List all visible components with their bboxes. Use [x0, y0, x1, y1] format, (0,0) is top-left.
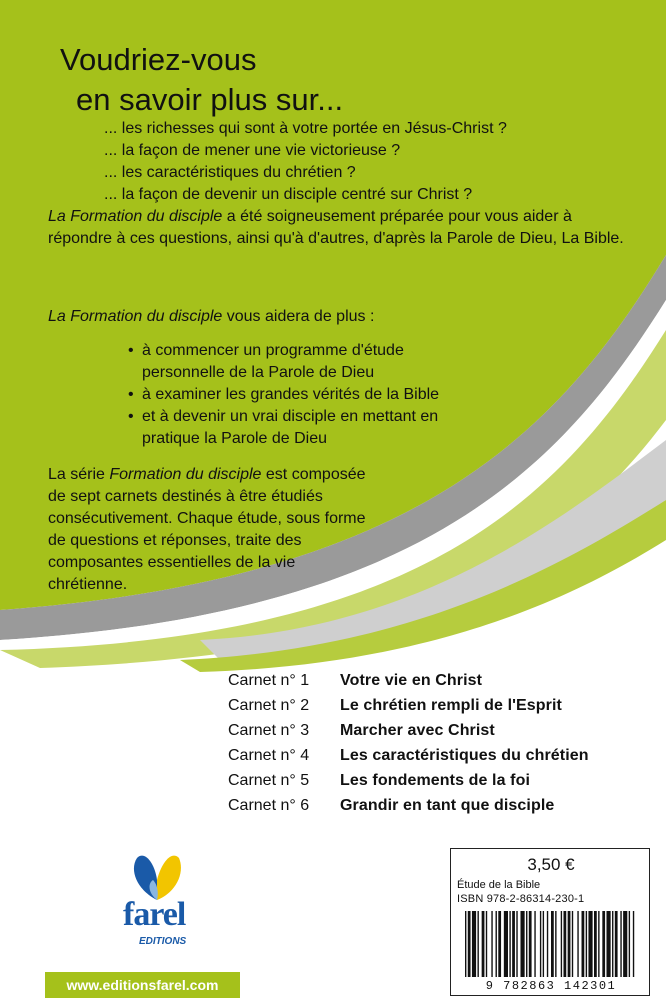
benefits-intro: La Formation du disciple vous aidera de plus :	[48, 308, 375, 325]
benefit-item: • à examiner les grandes vérités de la Bible	[128, 384, 458, 406]
carnet-title: Les caractéristiques du chrétien	[340, 747, 589, 764]
barcode-bar	[563, 911, 566, 977]
barcode-bar	[472, 911, 476, 977]
barcode-bar	[509, 911, 510, 977]
intro-paragraph: La Formation du disciple a été soigneusement préparée pour vous aider à répondre à ces questions, ainsi qu'à d'autres, d'après la Parole de Dieu, La Bible.	[48, 208, 624, 247]
question-list	[104, 118, 507, 206]
benefit-item: • et à devenir un vrai disciple en mettant en pratique la Parole de Dieu	[128, 406, 458, 450]
book-title: La Formation du disciple	[48, 308, 223, 325]
barcode-bar	[526, 911, 527, 977]
barcode-bar	[620, 911, 621, 977]
barcode	[465, 911, 637, 977]
barcode-bar	[520, 911, 524, 977]
barcode-bar	[615, 911, 618, 977]
isbn-label: ISBN 978-2-86314-230-1	[457, 893, 585, 905]
question-item: ... les caractéristiques du chrétien ?	[104, 164, 356, 181]
barcode-bar	[561, 911, 562, 977]
carnet-title: Grandir en tant que disciple	[340, 797, 555, 814]
carnet-row	[228, 743, 589, 768]
carnet-title: Votre vie en Christ	[340, 672, 483, 689]
heading-line-2: en savoir plus sur...	[76, 82, 344, 117]
carnet-row	[228, 718, 589, 743]
barcode-bar	[498, 911, 501, 977]
series-paragraph: La série Formation du disciple est composée de sept carnets destinés à être étudiés consécutivement. Chaque étude, sous forme de questions et réponses, traite des composantes essentielles de la vie chrétienne.	[48, 466, 366, 593]
logo-subtitle: EDITIONS	[139, 936, 187, 947]
barcode-bar	[547, 911, 548, 977]
barcode-bar	[540, 911, 541, 977]
barcode-bar	[512, 911, 515, 977]
price: 3,50 €	[527, 855, 575, 874]
barcode-bar	[555, 911, 556, 977]
page-heading	[60, 40, 343, 120]
barcode-bar	[529, 911, 532, 977]
carnet-row	[228, 793, 589, 818]
barcode-bar	[602, 911, 605, 977]
barcode-bar	[516, 911, 517, 977]
barcode-bar	[582, 911, 585, 977]
carnet-number: Carnet n° 2	[228, 697, 310, 714]
benefits-list	[128, 340, 458, 450]
carnet-title: Les fondements de la foi	[340, 772, 530, 789]
publisher-url[interactable]: www.editionsfarel.com	[45, 972, 240, 998]
question-item: ... les richesses qui sont à votre portée en Jésus-Christ ?	[104, 120, 507, 137]
publisher-logo	[105, 850, 215, 950]
barcode-bar	[572, 911, 573, 977]
subject-label: Étude de la Bible	[457, 879, 541, 891]
barcode-bar	[477, 911, 478, 977]
barcode-bar	[468, 911, 471, 977]
logo-wordmark: farel	[123, 896, 186, 933]
barcode-bar	[534, 911, 535, 977]
barcode-bar	[568, 911, 571, 977]
question-item: ... la façon de mener une vie victorieuse ?	[104, 142, 401, 159]
barcode-bar	[551, 911, 554, 977]
book-title: La Formation du disciple	[48, 208, 223, 225]
carnet-list	[228, 668, 589, 818]
barcode-bar	[491, 911, 492, 977]
barcode-bar	[623, 911, 627, 977]
carnet-title: Le chrétien rempli de l'Esprit	[340, 697, 562, 714]
heading-line-1: Voudriez-vous	[60, 42, 257, 77]
carnet-number: Carnet n° 4	[228, 747, 310, 764]
barcode-bar	[594, 911, 597, 977]
question-item: ... la façon de devenir un disciple centré sur Christ ?	[104, 186, 473, 203]
barcode-bar	[543, 911, 544, 977]
carnet-number: Carnet n° 6	[228, 797, 310, 814]
barcode-bar	[612, 911, 613, 977]
barcode-bar	[577, 911, 578, 977]
barcode-bar	[629, 911, 630, 977]
barcode-bar	[504, 911, 508, 977]
barcode-bar	[598, 911, 599, 977]
barcode-bar	[633, 911, 634, 977]
carnet-number: Carnet n° 1	[228, 672, 310, 689]
barcode-bar	[588, 911, 592, 977]
carnet-row	[228, 693, 589, 718]
barcode-bar	[496, 911, 497, 977]
barcode-bar	[465, 911, 466, 977]
barcode-bar	[486, 911, 487, 977]
carnet-title: Marcher avec Christ	[340, 722, 495, 739]
carnet-row	[228, 768, 589, 793]
barcode-bar	[606, 911, 610, 977]
carnet-number: Carnet n° 5	[228, 772, 310, 789]
barcode-bar	[482, 911, 485, 977]
barcode-box	[450, 848, 650, 996]
carnet-row	[228, 668, 589, 693]
carnet-number: Carnet n° 3	[228, 722, 310, 739]
barcode-digits: 9 782863 142301	[485, 979, 617, 993]
barcode-bar	[586, 911, 587, 977]
benefit-item: • à commencer un programme d'étude personnelle de la Parole de Dieu	[128, 340, 458, 384]
series-title: Formation du disciple	[109, 466, 262, 483]
